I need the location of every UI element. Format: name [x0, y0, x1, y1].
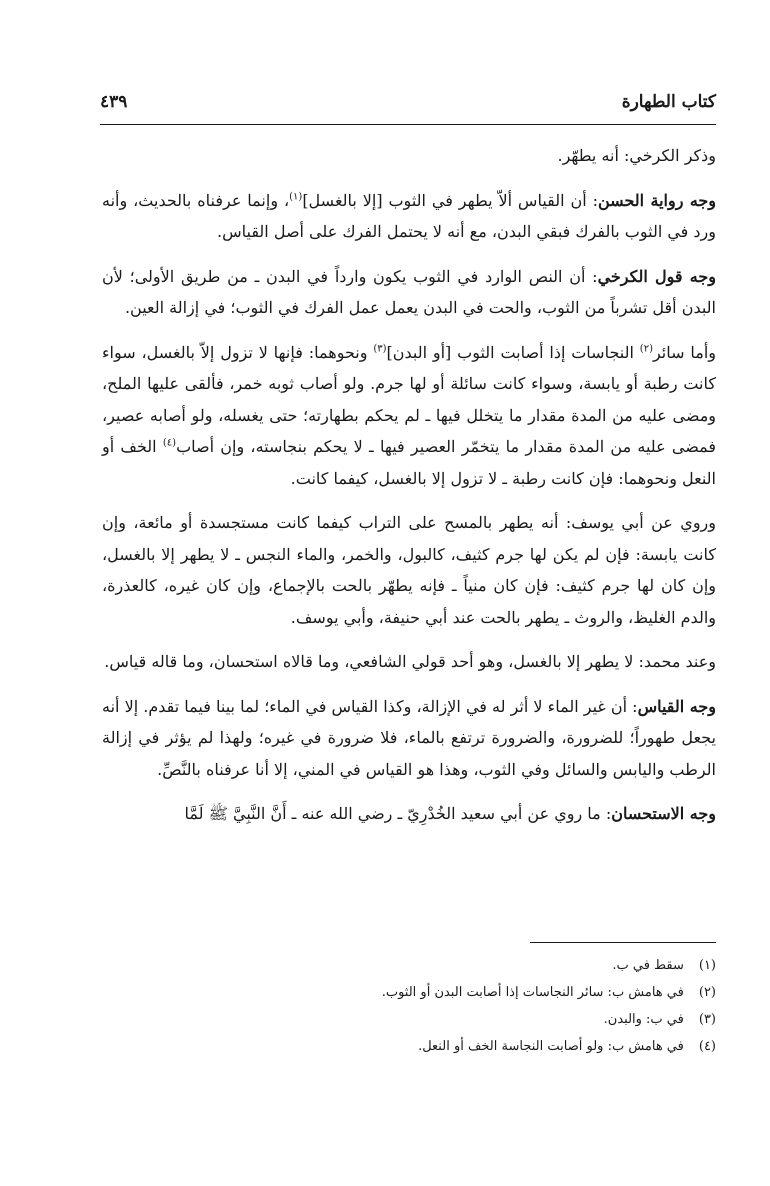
paragraph-text: : ما روي عن أبي سعيد الخُدْرِيّ ـ رضي الله عنه ـ أَنَّ النَّبِيَّ ﷺ لَمَّا: [184, 804, 612, 823]
footnote-number: (١): [698, 958, 716, 973]
footnote-ref: (١): [289, 191, 303, 203]
paragraph-text: : أن النص الوارد في الثوب يكون وارداً في البدن ـ من طريق الأولى؛ لأن البدن أقل تشرباً من الثوب، والحت في البدن يعمل عمل الفرك في الثوب؛ في إزالة العين.: [102, 266, 716, 317]
paragraph-hasan-view: [102, 185, 716, 248]
paragraph-text: الخف أو النعل ونحوهما: فإن كانت رطبة ـ لا تزول إلا بالغسل، كيفما كانت.: [102, 437, 716, 488]
paragraph-text: : أن القياس ألاّ يطهر في الثوب [إلا بالغسل]: [302, 190, 598, 210]
paragraph-karkhi-view: [102, 261, 716, 324]
paragraph-text: وروي عن أبي يوسف: أنه يطهر بالمسح على التراب كيفما كانت مستجسدة أو مائعة، وإن كانت يابسة: فإن لم يكن لها جرم كثيف، كالبول، والخمر، والماء النجس ـ لا يطهر إلا بالغسل، وإن كان لها جرم كثيف: فإن كان منياً ـ فإنه يطهّر بالحت بالإجماع، وإن كان غيره، كالعذرة، والدم الغليظ، والروث ـ يطهر بالحت عند أبي حنيفة، وأبي يوسف.: [102, 513, 716, 627]
footnote-text: في هامش ب: ولو أصابت النجاسة الخف أو النعل.: [418, 1039, 684, 1054]
paragraph-text: النجاسات إذا أصابت الثوب [أو البدن]: [386, 342, 640, 362]
footnote-item: [300, 952, 716, 979]
footnote-text: في هامش ب: سائر النجاسات إذا أصابت البدن أو الثوب.: [381, 985, 684, 1000]
header-rule: [100, 124, 716, 125]
footnote-ref: (٣): [373, 343, 387, 355]
footnote-ref: (٤): [162, 437, 177, 449]
footnote-text: سقط في ب.: [612, 958, 684, 973]
paragraph-text: وذكر الكرخي: أنه يطهّر.: [557, 146, 716, 165]
footnotes: [300, 952, 716, 1060]
running-header: [100, 92, 716, 122]
paragraph-istihsan: [102, 798, 716, 830]
paragraph-muhammad: [102, 646, 716, 678]
paragraph-karkhi-mention: [102, 140, 716, 172]
footnote-item: [300, 979, 716, 1006]
footnote-number: (٣): [698, 1012, 716, 1027]
paragraph-text: وعند محمد: لا يطهر إلا بالغسل، وهو أحد قولي الشافعي، وما قالاه استحسان، وما قاله قياس.: [104, 652, 716, 671]
footnote-ref: (٢): [639, 343, 653, 355]
footnote-number: (٢): [698, 985, 716, 1000]
paragraph-heading: وجه رواية الحسن: [598, 190, 717, 210]
paragraph-text: ونحوهما: فإنها لا تزول إلاّ بالغسل، سواء كانت رطبة أو يابسة، وسواء كانت سائلة أو لها جرم. ولو أصاب ثوبه خمر، فألقى عليها الملح، ومضى عليه من المدة مقدار ما يتخلل فيها ـ لم يحكم بطهارته؛ حتى يغسله، ولو أصابه عصير، فمضى عليه من المدة مقدار ما يتخمّر العصير فيها ـ لا يحكم بنجاسته، وإن أصاب: [102, 342, 716, 456]
paragraph-abu-yusuf: [102, 507, 716, 633]
paragraph-qiyas: [102, 691, 716, 786]
footnote-text: في ب: والبدن.: [603, 1012, 684, 1027]
footnote-number: (٤): [698, 1039, 716, 1054]
main-text: [102, 140, 716, 843]
paragraph-other-impurities: [102, 337, 716, 495]
chapter-title: كتاب الطهارة: [621, 92, 716, 112]
page-number: ٤٣٩: [100, 92, 128, 112]
footnote-rule: [530, 942, 716, 943]
footnote-item: [300, 1006, 716, 1033]
paragraph-text: وأما سائر: [652, 342, 716, 362]
paragraph-heading: وجه القياس: [637, 696, 716, 716]
paragraph-text: ، وإنما عرفناه بالحديث، وأنه ورد في الثوب بالفرك فبقي البدن، مع أنه لا يحتمل الفرك على أصل القياس.: [102, 190, 716, 241]
paragraph-text: : أن غير الماء لا أثر له في الإزالة، وكذا القياس في الماء؛ لما بينا فيما تقدم. إلا أنه يجعل طهوراً؛ للضرورة، والضرورة ترتفع بالماء، فلا ضرورة في غيره؛ ولهذا لم يؤثر في إزالة الرطب واليابس والسائل وفي الثوب، وهذا هو القياس في المني، إلا أنا عرفناه بالنَّصِّ.: [102, 696, 716, 779]
footnote-item: [300, 1033, 716, 1060]
paragraph-heading: وجه قول الكرخي: [597, 266, 717, 286]
paragraph-heading: وجه الاستحسان: [611, 804, 716, 823]
